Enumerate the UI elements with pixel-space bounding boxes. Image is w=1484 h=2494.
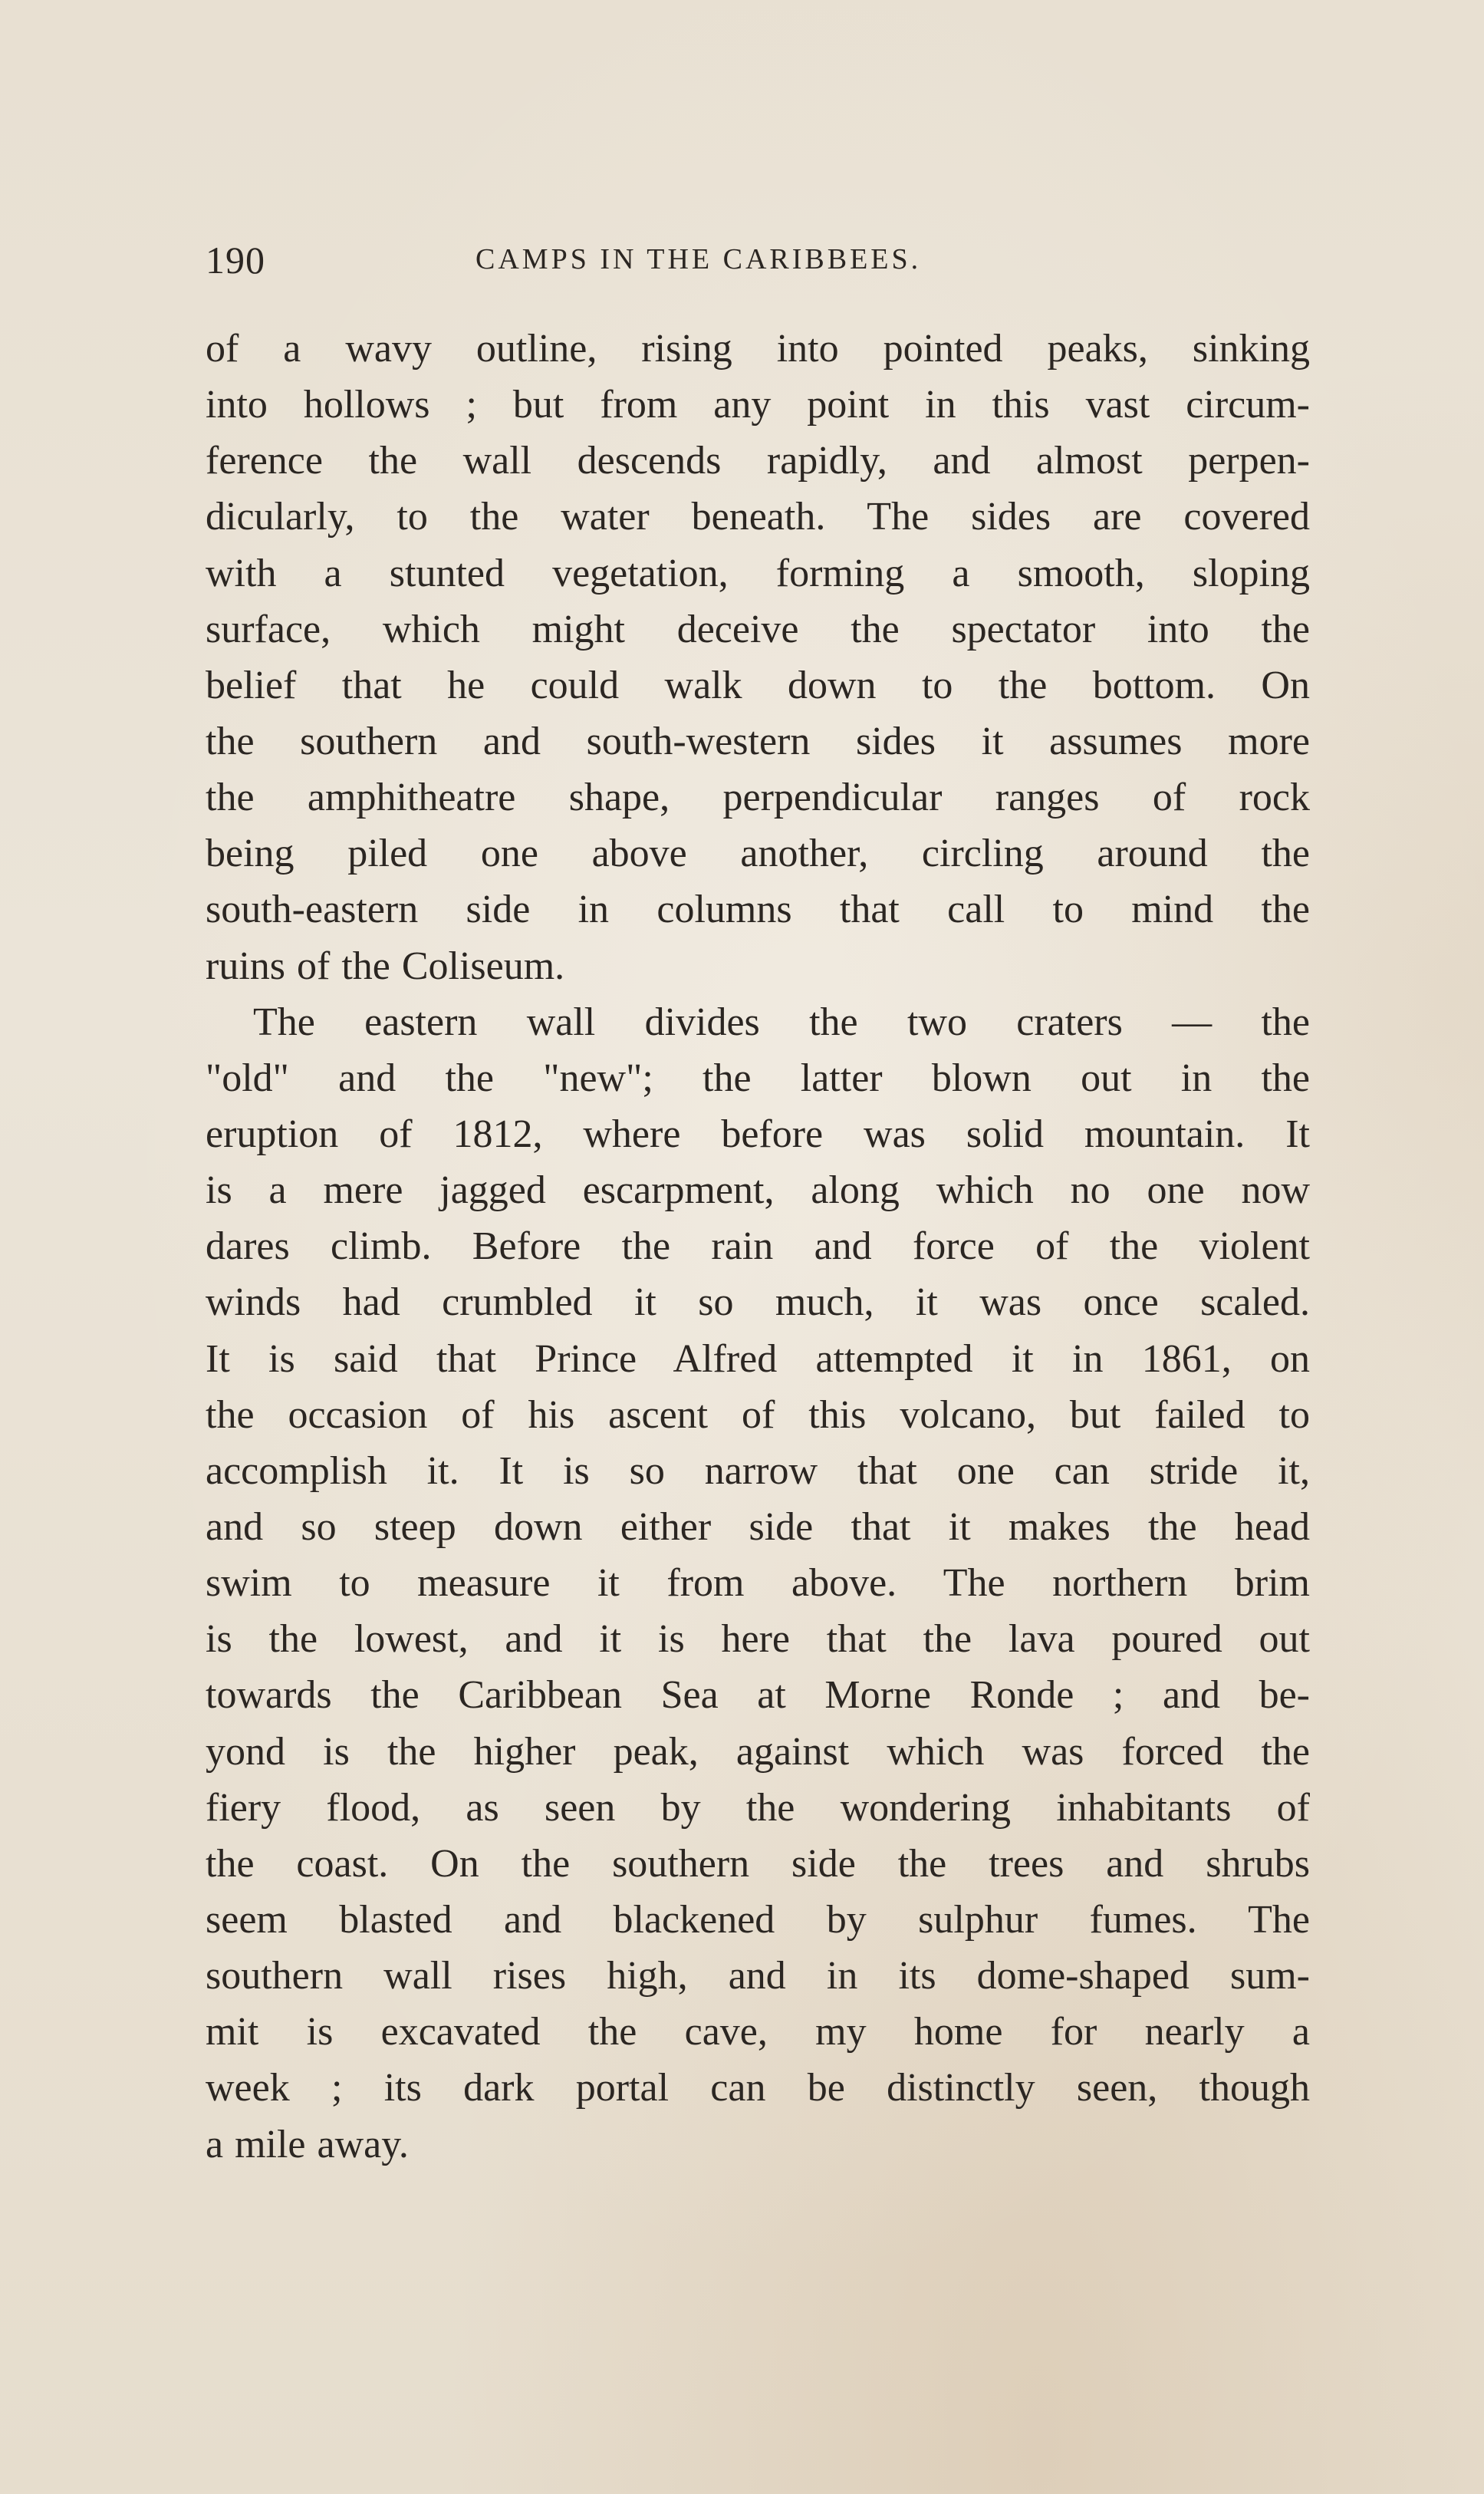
- text-line: ference the wall descends rapidly, and almost perpen-: [206, 439, 1310, 483]
- text-line: being piled one above another, circling around the: [206, 832, 1310, 876]
- text-line: is a mere jagged escarpment, along which no one now: [206, 1168, 1310, 1213]
- text-line: seem blasted and blackened by sulphur fumes. The: [206, 1897, 1310, 1942]
- text-line: yond is the higher peak, against which was forced the: [206, 1729, 1310, 1774]
- text-line: dicularly, to the water beneath. The sides are covered: [206, 495, 1310, 539]
- text-line: the amphitheatre shape, perpendicular ranges of rock: [206, 776, 1310, 820]
- text-line: belief that he could walk down to the bottom. On: [206, 663, 1310, 707]
- text-line: "old" and the "new"; the latter blown out in the: [206, 1056, 1310, 1100]
- text-line: ruins of the Coliseum.: [206, 944, 565, 988]
- text-line: winds had crumbled it so much, it was once scaled.: [206, 1280, 1310, 1325]
- text-line: the coast. On the southern side the trees and shrubs: [206, 1841, 1310, 1886]
- text-line: the southern and south-western sides it assumes more: [206, 719, 1310, 763]
- text-line: with a stunted vegetation, forming a smooth, sloping: [206, 551, 1310, 595]
- text-line: week ; its dark portal can be distinctly seen, though: [206, 2066, 1310, 2110]
- text-line: a mile away.: [206, 2122, 409, 2166]
- page-number: 190: [206, 239, 265, 282]
- running-head: [206, 238, 1310, 284]
- text-line: of a wavy outline, rising into pointed peaks, sinking: [206, 327, 1310, 371]
- text-line: fiery flood, as seen by the wondering inhabitants of: [206, 1785, 1310, 1830]
- body-text: [206, 321, 1310, 2173]
- text-line: is the lowest, and it is here that the lava poured out: [206, 1617, 1310, 1662]
- text-line: eruption of 1812, where before was solid mountain. It: [206, 1112, 1310, 1156]
- text-line: mit is excavated the cave, my home for nearly a: [206, 2010, 1310, 2054]
- paragraph: [206, 994, 1310, 2173]
- text-line: The eastern wall divides the two craters — the: [253, 1000, 1310, 1044]
- running-title: CAMPS IN THE CARIBBEES.: [475, 243, 922, 275]
- text-line: swim to measure it from above. The northern brim: [206, 1561, 1310, 1606]
- text-line: dares climb. Before the rain and force of the violent: [206, 1224, 1310, 1269]
- paragraph: [206, 321, 1310, 994]
- text-line: accomplish it. It is so narrow that one can stride it,: [206, 1448, 1310, 1493]
- text-line: towards the Caribbean Sea at Morne Ronde ; and be-: [206, 1673, 1310, 1718]
- text-line: southern wall rises high, and in its dome-shaped sum-: [206, 1954, 1310, 1998]
- text-line: surface, which might deceive the spectator into the: [206, 607, 1310, 651]
- text-line: the occasion of his ascent of this volcano, but failed to: [206, 1392, 1310, 1437]
- text-line: It is said that Prince Alfred attempted it in 1861, on: [206, 1336, 1310, 1381]
- text-line: south-eastern side in columns that call to mind the: [206, 888, 1310, 932]
- text-line: and so steep down either side that it makes the head: [206, 1504, 1310, 1549]
- text-line: into hollows ; but from any point in this vast circum-: [206, 383, 1310, 427]
